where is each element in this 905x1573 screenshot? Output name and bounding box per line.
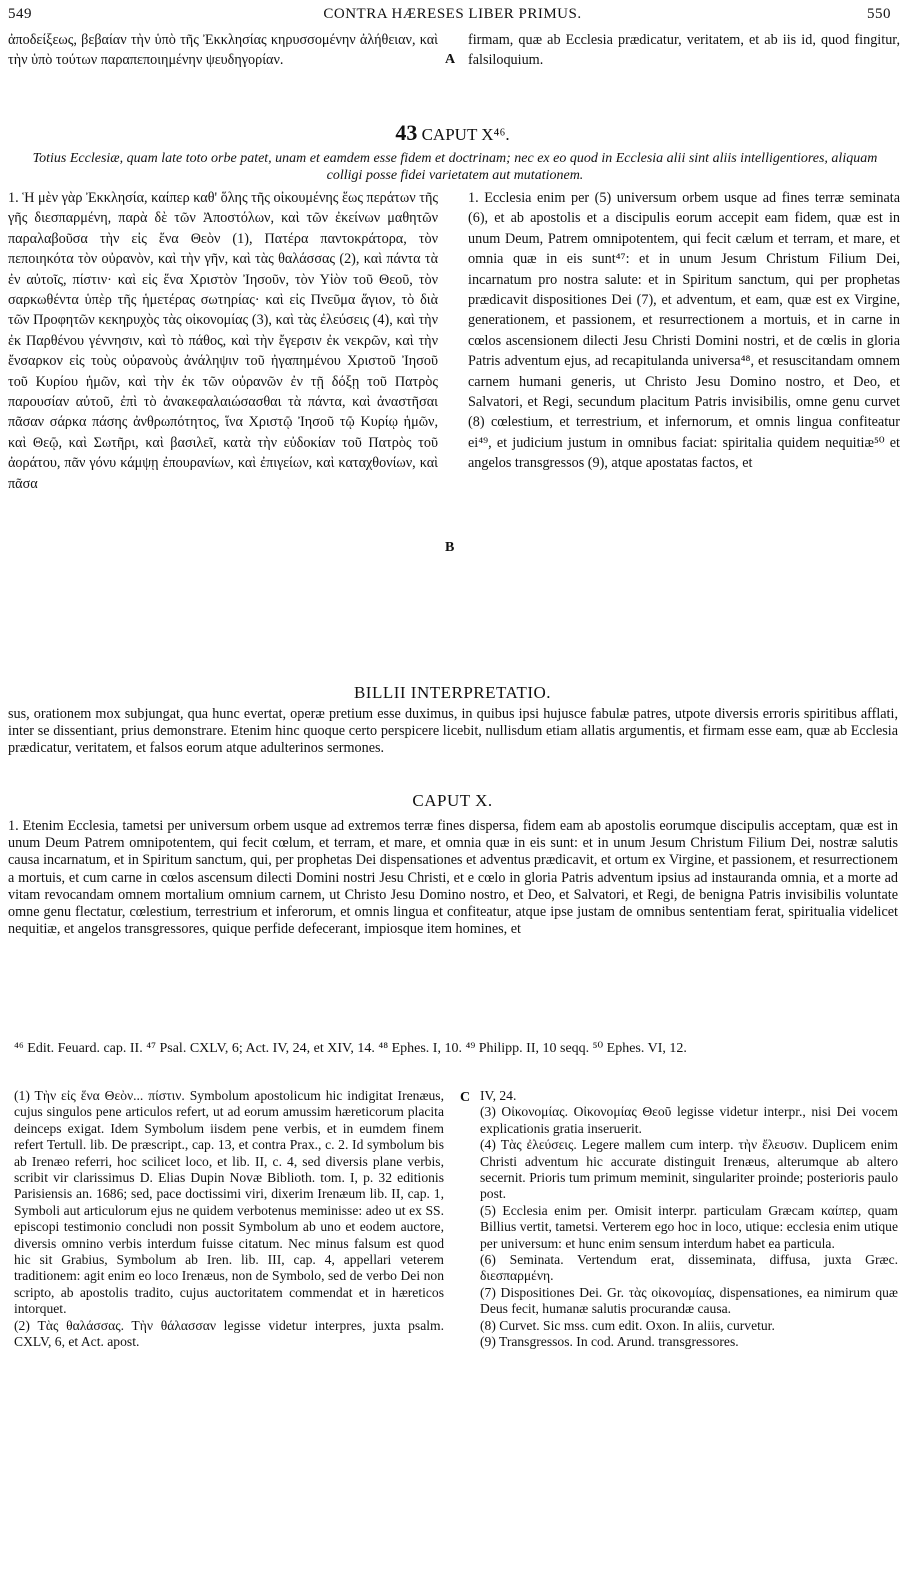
chapter-title: CAPUT X⁴⁶. bbox=[421, 125, 510, 144]
billi-interpretation-text: sus, orationem mox subjungat, qua hunc evertat, operæ pretium esse duximus, in quibus ipsi hujusce fabulæ patres, utpote diversis erroris spiritibus afflati, inter se dissentiant, prius demonstrare. Etenim hinc quoque certo perspicere licebit, nullisdum etiam allatis argumentis, et firmam esse eam, quæ ab Ecclesia prædicatur, veritatem, et falsos eorum atque adulterinos sermones. bbox=[8, 706, 898, 757]
caput-x-heading: CAPUT X. bbox=[412, 791, 493, 810]
billi-heading: BILLII INTERPRETATIO. bbox=[353, 683, 552, 702]
latin-intro-text: firmam, quæ ab Ecclesia prædicatur, veritatem, et ab iis id, quod fingitur, falsiloquium. bbox=[468, 32, 900, 69]
latin-main-text: 1. Ecclesia enim per (5) universum orbem usque ad fines terræ seminata (6), et ab apostolis et a discipulis eorum accepit eam fidem, quæ est in unum Deum, Patrem omnipotentem, qui fecit cælum et terram, et mare, et omnia quæ in eis sunt⁴⁷: et in unum Jesum Christum Filium Dei, incarnatum pro nostra salute: et in Spiritum sanctum, qui per prophetas prædicavit dispositiones Dei (7), et adventum, et eam, quæ est ex Virgine, generationem, et passionem, et resurrectionem a mortuis, et in carne in cœlos ascensionem dilecti Jesu Christi Domini nostri, et de cœlis in gloria Patris adventum ejus, ad recapitulanda universa⁴⁸, et resuscitandam omnem carnem humani generis, ut Christo Jesu Domino nostro, et Deo, et Salvatori, et Regi, secundum placitum Patris invisibilis, omne genu curvet (8) cœlestium, et terrestrium, et infernorum, et omnis lingua confiteatur ei⁴⁹, et judicium justum in omnibus faciat: spiritalia quidem nequitiæ⁵⁰ et angelos transgressos (9), atque apostatas factos, et bbox=[468, 190, 900, 472]
caput-x-text: 1. Etenim Ecclesia, tametsi per universum orbem usque ad extremos terræ fines dispersa, fidem eam ab apostolis eorumque discipulis acceptam, quæ est in unum Deum Patrem omnipotentem, qui fecit cœlum, et terram, et mare, et omnia quæ in eis sunt: et in unum Jesum Christum Filium Dei, nostræ salutis causa incarnatum, et in Spiritum sanctum, qui, per prophetas Dei dispensationes et adventus prædicavit, et ortum ex Virgine, et passionem, et resurrectionem a mortuis, et cum carne in cœlos ascensum dilecti Domini nostri Jesu Christi, et e cœlo in gloria Patris adventum ipsius ad instauranda omnia, et a morte ad vitam revocandam omnem mortalium omnium carnem, ut Christo Jesu Domino nostro, et Deo, et Salvatori, et Regi, de benigna Patris invisibilis voluntate omne genu flectatur, cœlestium, terrestrium et inferorum, et omnis lingua et confiteatur, atque ipse justam de omnibus sententiam ferat, spiritualia videlicet nequitiæ, et angelos transgressores, quique perfide defecerant, impiosque item homines, et bbox=[8, 818, 898, 938]
chapter-summary: Totius Ecclesiæ, quam late toto orbe patet, unam et eamdem esse fidem et doctrinam; nec ex eo quod in Ecclesia alii sint aliis intelligentiores, aliquam colligi posse fidei varietatem aut mutationem. bbox=[32, 151, 878, 183]
running-title: CONTRA HÆRESES LIBER PRIMUS. bbox=[323, 6, 582, 22]
margin-marker-c: C bbox=[460, 1090, 471, 1105]
footnote-references: ⁴⁶ Edit. Feuard. cap. II. ⁴⁷ Psal. CXLV, 6; Act. IV, 24, et XIV, 14. ⁴⁸ Ephes. I, 10. ⁴⁹ Philipp. II, 10 seqq. ⁵⁰ Ephes. VI, 12. bbox=[14, 1041, 687, 1056]
chapter-number: 43 bbox=[395, 120, 418, 145]
chapter-heading bbox=[0, 120, 905, 146]
margin-marker-a: A bbox=[445, 52, 456, 67]
greek-main-text: 1. Ἡ μὲν γὰρ Ἐκκλησία, καίπερ καθ' ὅλης τῆς οἰκουμένης ἕως περάτων τῆς γῆς διεσπαρμένη, παρὰ δὲ τῶν Ἀποστόλων, καὶ τῶν ἐκείνων μαθητῶν παραλαβοῦσα τὴν εἰς ἕνα Θεὸν (1), Πατέρα παντοκράτορα, τὸν πεποιηκότα τὸν οὐρανὸν, καὶ τὴν γῆν, καὶ τὰς θαλάσσας (2), καὶ πάντα τὰ ἐν αὐτοῖς, πίστιν· καὶ εἰς ἕνα Χριστὸν Ἰησοῦν, τὸν Υἱὸν τοῦ Θεοῦ, τὸν σαρκωθέντα ὑπὲρ τῆς ἡμετέρας σωτηρίας· καὶ εἰς Πνεῦμα ἅγιον, τὸ διὰ τῶν Προφητῶν κεκηρυχὸς τὰς οἰκονομίας (3), καὶ τὰς ἐλεύσεις (4), καὶ τὴν ἐκ Παρθένου γέννησιν, καὶ τὸ πάθος, καὶ τὴν ἔγερσιν ἐκ νεκρῶν, καὶ τὴν ἔνσαρκον εἰς τοὺς οὐρανοὺς ἀνάληψιν τοῦ ἠγαπημένου Χριστοῦ Ἰησοῦ τοῦ Κυρίου ἡμῶν, καὶ τὴν ἐκ τῶν οὐρανῶν ἐν τῇ δόξῃ τοῦ Πατρὸς παρουσίαν αὐτοῦ, ἐπὶ τὸ ἀνακεφαλαιώσασθαι τὰ πάντα, καὶ ἀναστῆσαι πᾶσαν σάρκα πάσης ἀνθρωπότητος, ἵνα Χριστῷ Ἰησοῦ τῷ Κυρίῳ ἡμῶν, καὶ Θεῷ, καὶ Σωτῆρι, καὶ βασιλεῖ, κατὰ τὴν εὐδοκίαν τοῦ Πατρὸς τοῦ ἀοράτου, πᾶν γόνυ κάμψῃ ἐπουρανίων, καὶ ἐπιγείων, καὶ καταχθονίων, καὶ πᾶσα bbox=[8, 190, 438, 492]
page-number-right: 550 bbox=[867, 6, 891, 22]
page-number-left: 549 bbox=[8, 6, 32, 22]
margin-marker-b: B bbox=[445, 540, 455, 555]
greek-intro-text: ἀποδείξεως, βεβαίαν τὴν ὑπὸ τῆς Ἐκκλησίας κηρυσσομένην ἀλήθειαν, καὶ τὴν ὑπὸ τούτων παραπεποιημένην ψευδηγορίαν. bbox=[8, 32, 438, 69]
notes-left-column: (1) Τὴν εἰς ἕνα Θεὸν... πίστιν. Symbolum apostolicum hic indigitat Irenæus, cujus singulos pene articulos refert, ut ad eorum amussim hæreticorum placita deinceps exigat. Idem Symbolum iisdem pene verbis, et in eumdem finem refert Tertull. lib. De præscript., cap. 13, et contra Prax., c. 2. Id symbolum bis ab Irenæo referri, hoc scilicet loco, et lib. II, c. 4, sed diversis plane verbis, scribit vir clarissimus D. Elias Dupin Novæ Biblioth. tom. I, p. 32 editionis Parisiensis an. 1686; sed, pace doctissimi viri, dixerim Irenæum lib. II, cap. 1, Symboli aut articulorum ejus ne quidem verbotenus meminisse: adeo ut ex SS. episcopi testimonio concludi non possit Symbolum ab uno et eodem auctore, diversis omnino verbis interdum fuisse citatum. Nec minus falsum est quod hic sit Grabius, Symbolum ab Iren. lib. III, cap. 4, appellari veterem traditionem: agit enim eo loco Irenæus, non de Symbolo, sed de verbo Dei non scripto, ab apostolis tradito, cujus auctoritatem commendat et in hæreticos intorquet. (2) Τὰς θαλάσσας. Τὴν θάλασσαν legisse videtur interpres, juxta psalm. CXLV, 6, et Act. apost. bbox=[14, 1088, 444, 1350]
running-header bbox=[0, 6, 905, 28]
notes-right-column: IV, 24. (3) Οἰκονομίας. Οἰκονομίας Θεοῦ legisse videtur interpr., nisi Dei vocem explicationis gratia inseruerit. (4) Τὰς ἐλεύσεις. Legere mallem cum interp. τὴν ἔλευσιν. Duplicem enim Christi adventum hic accurate distinguit Irenæus, alterumque ab altero secernit. Prioris tum primum meminit, singulariter proinde; posterioris paulo post. (5) Ecclesia enim per. Omisit interpr. particulam Græcam καίπερ, quam Billius vertit, tametsi. Verterem ego hoc in loco, utique: ecclesia enim utique per universum: et hunc enim sensum interdum habet ea particula. (6) Seminata. Vertendum erat, disseminata, diffusa, juxta Græc. διεσπαρμένη. (7) Dispositiones Dei. Gr. τὰς οἰκονομίας, dispensationes, ea nimirum quæ Deus fecit, humanæ salutis procurandæ causa. (8) Curvet. Sic mss. cum edit. Oxon. In aliis, curvetur. (9) Transgressos. In cod. Arund. transgressores. bbox=[480, 1088, 898, 1350]
